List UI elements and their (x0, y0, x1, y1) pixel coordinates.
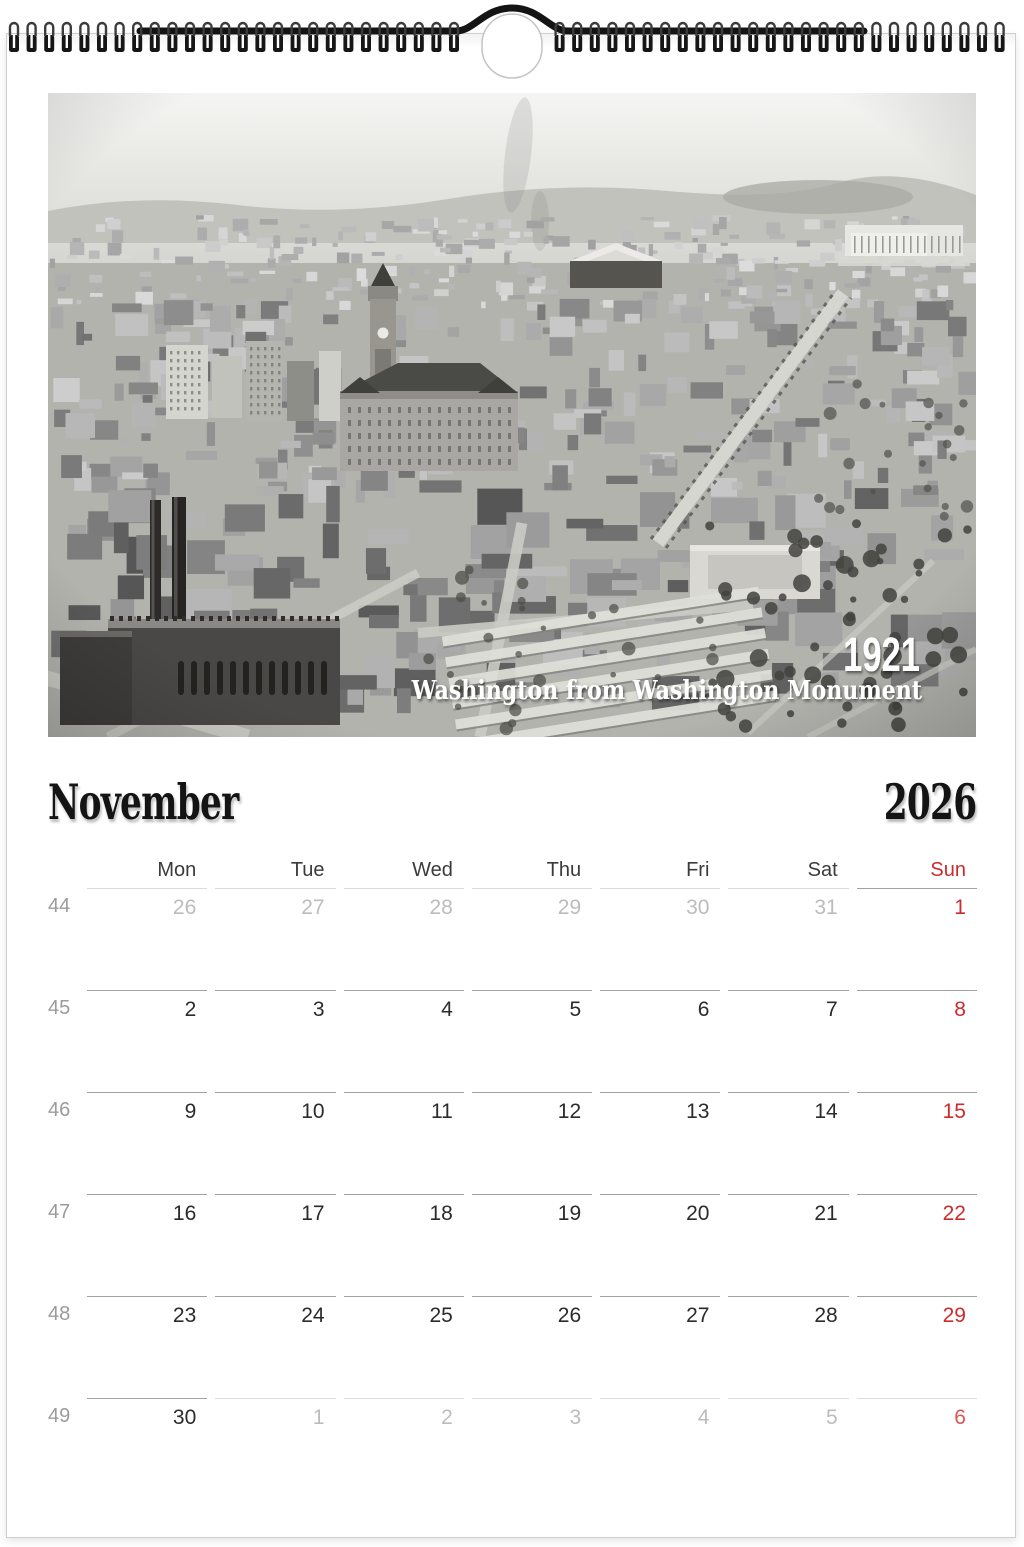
week-number: 48 (48, 1303, 71, 1325)
day-header-wed: Wed (412, 859, 453, 881)
day-cell: 25 (344, 1296, 464, 1398)
day-cell: 20 (600, 1194, 720, 1296)
day-cell: 12 (472, 1092, 592, 1194)
week-number: 46 (48, 1099, 71, 1121)
day-cell: 3 (215, 990, 335, 1092)
week-number: 44 (48, 895, 71, 917)
day-cell: 23 (87, 1296, 207, 1398)
hanger-hole (482, 14, 542, 78)
week-number: 49 (48, 1405, 71, 1427)
day-cell: 11 (344, 1092, 464, 1194)
day-cell: 26 (472, 1296, 592, 1398)
day-header-tue: Tue (290, 859, 325, 881)
month-title: November (48, 773, 239, 831)
day-header-fri: Fri (686, 859, 710, 881)
day-cell: 31 (728, 888, 848, 990)
day-cell: 4 (344, 990, 464, 1092)
day-cell: 28 (344, 888, 464, 990)
photo-caption: Washington from Washington Monument (411, 674, 922, 706)
grid-corner (48, 853, 79, 888)
day-cell: 2 (344, 1398, 464, 1500)
calendar-grid (48, 853, 977, 1500)
day-cell: 5 (472, 990, 592, 1092)
day-cell: 2 (87, 990, 207, 1092)
day-cell: 15 (857, 1092, 977, 1194)
photo-vignette (48, 93, 976, 737)
day-cell: 9 (87, 1092, 207, 1194)
day-cell: 30 (600, 888, 720, 990)
day-header-mon: Mon (157, 859, 197, 881)
day-cell: 28 (728, 1296, 848, 1398)
day-cell: 21 (728, 1194, 848, 1296)
day-cell: 29 (472, 888, 592, 990)
day-header-thu: Thu (546, 859, 582, 881)
day-header-sun: Sun (930, 859, 966, 881)
day-cell: 27 (600, 1296, 720, 1398)
day-cell: 14 (728, 1092, 848, 1194)
day-cell: 26 (87, 888, 207, 990)
day-cell: 30 (87, 1398, 207, 1500)
day-cell: 19 (472, 1194, 592, 1296)
day-cell: 27 (215, 888, 335, 990)
day-cell: 7 (728, 990, 848, 1092)
day-cell: 8 (857, 990, 977, 1092)
day-cell: 6 (857, 1398, 977, 1500)
day-cell: 3 (472, 1398, 592, 1500)
spiral-binding (0, 0, 1024, 92)
day-cell: 4 (600, 1398, 720, 1500)
day-cell: 18 (344, 1194, 464, 1296)
day-cell: 13 (600, 1092, 720, 1194)
week-number: 45 (48, 997, 71, 1019)
day-cell: 22 (857, 1194, 977, 1296)
day-header-sat: Sat (807, 859, 838, 881)
day-cell: 1 (857, 888, 977, 990)
day-cell: 6 (600, 990, 720, 1092)
year-title: 2026 (883, 773, 976, 831)
day-cell: 10 (215, 1092, 335, 1194)
day-cell: 1 (215, 1398, 335, 1500)
day-cell: 16 (87, 1194, 207, 1296)
day-cell: 29 (857, 1296, 977, 1398)
day-cell: 17 (215, 1194, 335, 1296)
week-number: 47 (48, 1201, 71, 1223)
day-cell: 24 (215, 1296, 335, 1398)
title-row (48, 773, 976, 831)
photo-year-label: 1921 (843, 627, 920, 682)
day-cell: 5 (728, 1398, 848, 1500)
calendar-photo (48, 93, 976, 737)
